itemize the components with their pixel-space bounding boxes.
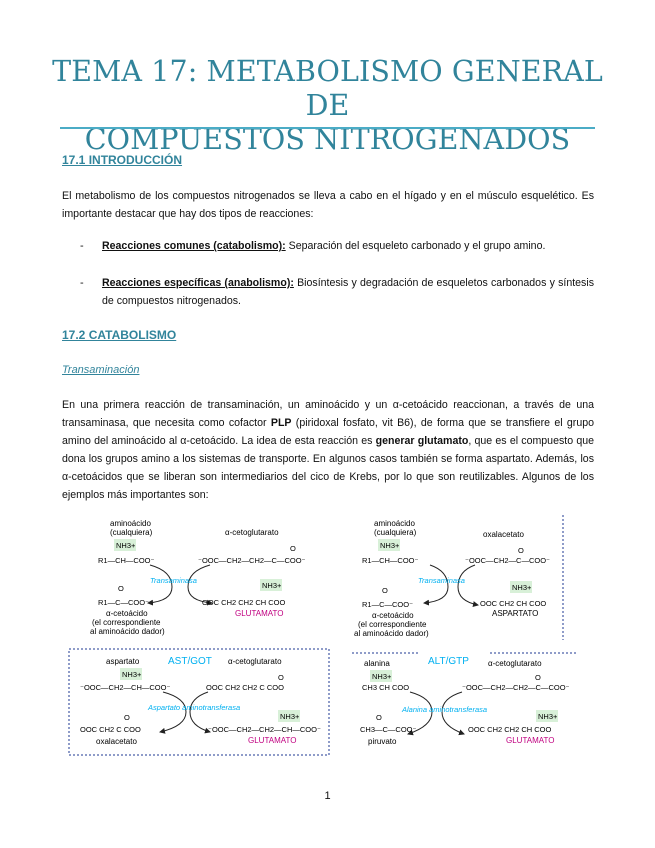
fig3-arrow-left [160, 692, 186, 732]
bullet-item-anabolismo [102, 274, 594, 310]
figure-ast-got [68, 648, 330, 758]
fig3-aa-formula: ⁻OOC—CH2—CH—COO⁻ [80, 683, 171, 692]
fig3-keto-oxo: O [278, 673, 284, 682]
fig3-glu-formula: ⁻OOC—CH2—CH2—CH—COO⁻ [208, 725, 321, 734]
fig1-aa-label: aminoácido [110, 519, 151, 528]
fig1-glu-name: GLUTAMATO [235, 609, 284, 618]
fig3-nh3: NH3+ [122, 670, 142, 679]
page-number: 1 [324, 790, 331, 802]
page-title [40, 55, 615, 157]
fig2-prod-label: α-cetoácido [372, 611, 414, 620]
bullet-item-catabolismo [102, 237, 594, 255]
para-text: , que es el compuesto que dona los grupos amino a los sistemas de transporte. En algunos casos también se forma aspartato. Además, los α-cetoácidos que se liberan son intermediarios del cico de Krebs, por lo que son reutilizables. Algunos de los ejemplos más importantes son: [62, 435, 594, 501]
fig2-keto-label: oxalacetato [483, 530, 524, 539]
fig2-keto-oxo: O [518, 546, 524, 555]
bullet-marker: - [80, 240, 84, 252]
fig3-glu-name: GLUTAMATO [248, 736, 297, 745]
subheading-transaminacion: Transaminación [62, 364, 140, 376]
title-line-2: COMPUESTOS NITROGENADOS [84, 123, 571, 156]
fig4-keto-oxo: O [535, 673, 541, 682]
para-text: En una primera reacción de transaminación, un aminoácido y un α-cetoácido reaccionan, a través de una transaminasa, que necesita como cofactor [62, 399, 594, 429]
intro-paragraph: El metabolismo de los compuestos nitrogenados se lleva a cabo en el hígado y en el músculo esquelético. Es importante destacar que hay dos tipos de reacciones: [62, 190, 594, 220]
bullet-text: Separación del esqueleto carbonado y el grupo amino. [285, 240, 546, 252]
fig2-asp-formula: OOC CH2 CH COO [480, 599, 547, 608]
fig1-aa-formula: R1—CH—COO⁻ [98, 556, 155, 565]
fig2-prod-label3: al aminoácido dador) [354, 629, 429, 638]
fig4-title: ALT/GTP [428, 656, 469, 667]
fig2-aa-label: aminoácido [374, 519, 415, 528]
fig3-prod-oxo: O [124, 713, 130, 722]
fig1-enzyme-label: Transaminasa [150, 576, 197, 585]
fig2-asp-nh3: NH3+ [512, 583, 532, 592]
bullet-text: Biosíntesis y degradación de esqueletos carbonados y síntesis de compuestos nitrogenados. [102, 277, 594, 307]
bullet-lead: Reacciones específicas (anabolismo): [102, 277, 294, 289]
fig3-keto-formula: OOC CH2 CH2 C COO [206, 683, 284, 692]
fig1-nh3: NH3+ [116, 541, 136, 550]
fig1-glu-nh3: NH3+ [262, 581, 282, 590]
fig2-prod-label2: (el correspondiente [358, 620, 427, 629]
fig2-prod-formula: R1—C—COO⁻ [362, 600, 414, 609]
fig1-keto-oxo: O [290, 544, 296, 553]
fig4-keto-label: α-cetoglutarato [488, 659, 542, 668]
fig4-prod-oxo: O [376, 713, 382, 722]
fig4-enzyme-label: Alanina aminotransferasa [402, 705, 488, 714]
fig1-prod-label3: al aminoácido dador) [90, 627, 165, 636]
fig1-prod-label2: (el correspondiente [92, 618, 161, 627]
title-divider [60, 127, 595, 129]
fig4-prod-label: piruvato [368, 737, 397, 746]
fig3-aa-label: aspartato [106, 657, 140, 666]
transamination-paragraph [62, 396, 594, 504]
fig3-prod-formula: OOC CH2 C COO [80, 725, 141, 734]
fig3-keto-label: α-cetoglutarato [228, 657, 282, 666]
fig2-asp-name: ASPARTATO [492, 609, 539, 618]
title-line-1: TEMA 17: METABOLISMO GENERAL DE [52, 55, 603, 122]
bullet-marker: - [80, 277, 84, 289]
section-heading-catabolismo: 17.2 CATABOLISMO [62, 328, 177, 342]
section-heading-introduccion: 17.1 INTRODUCCIÓN [62, 153, 183, 167]
fig1-keto-formula: ⁻OOC—CH2—CH2—C—COO⁻ [198, 556, 306, 565]
fig3-title: AST/GOT [168, 656, 212, 667]
fig2-aa-formula: R1—CH—COO⁻ [362, 556, 419, 565]
bullet-lead: Reacciones comunes (catabolismo): [102, 240, 286, 252]
fig2-aa-sublabel: (cualquiera) [374, 528, 417, 537]
fig3-enzyme-label: Aspartato aminotransferasa [148, 703, 241, 712]
fig2-nh3: NH3+ [380, 541, 400, 550]
para-bold-glutamato: generar glutamato [375, 435, 469, 447]
fig4-nh3: NH3+ [372, 672, 392, 681]
fig4-aa-formula: CH3 CH COO [362, 683, 410, 692]
para-bold-plp: PLP [270, 417, 292, 429]
fig1-prod-label: α-cetoácido [106, 609, 148, 618]
fig1-keto-label: α-cetoglutarato [225, 528, 279, 537]
figure-transaminase-aspartate [340, 515, 570, 640]
fig2-arrow-right [458, 565, 478, 605]
fig4-glu-name: GLUTAMATO [506, 736, 555, 745]
para-text: (piridoxal fosfato, vit B6), de forma que se transfiere el grupo amino del aminoácido al α-cetoácido. La idea de esta reacción es [62, 417, 594, 447]
fig1-aa-sublabel: (cualquiera) [110, 528, 153, 537]
figure-alt-gtp [350, 650, 582, 755]
fig4-prod-formula: CH3—C—COO⁻ [360, 725, 417, 734]
fig4-glu-nh3: NH3+ [538, 712, 558, 721]
fig2-enzyme-label: Transaminasa [418, 576, 465, 585]
fig3-glu-nh3: NH3+ [280, 712, 300, 721]
fig2-keto-formula: ⁻OOC—CH2—C—COO⁻ [465, 556, 551, 565]
figure-transaminase-glutamate [80, 515, 350, 640]
fig4-keto-formula: ⁻OOC—CH2—CH2—C—COO⁻ [462, 683, 570, 692]
fig4-aa-label: alanina [364, 659, 390, 668]
fig3-prod-label: oxalacetato [96, 737, 137, 746]
fig1-prod-oxo: O [118, 584, 124, 593]
fig2-prod-oxo: O [382, 586, 388, 595]
fig1-prod-formula: R1—C—COO⁻ [98, 598, 150, 607]
fig1-glu-formula: OOC CH2 CH2 CH COO [202, 598, 286, 607]
fig4-glu-formula: OOC CH2 CH2 CH COO [468, 725, 552, 734]
fig3-arrow-right [190, 692, 210, 732]
